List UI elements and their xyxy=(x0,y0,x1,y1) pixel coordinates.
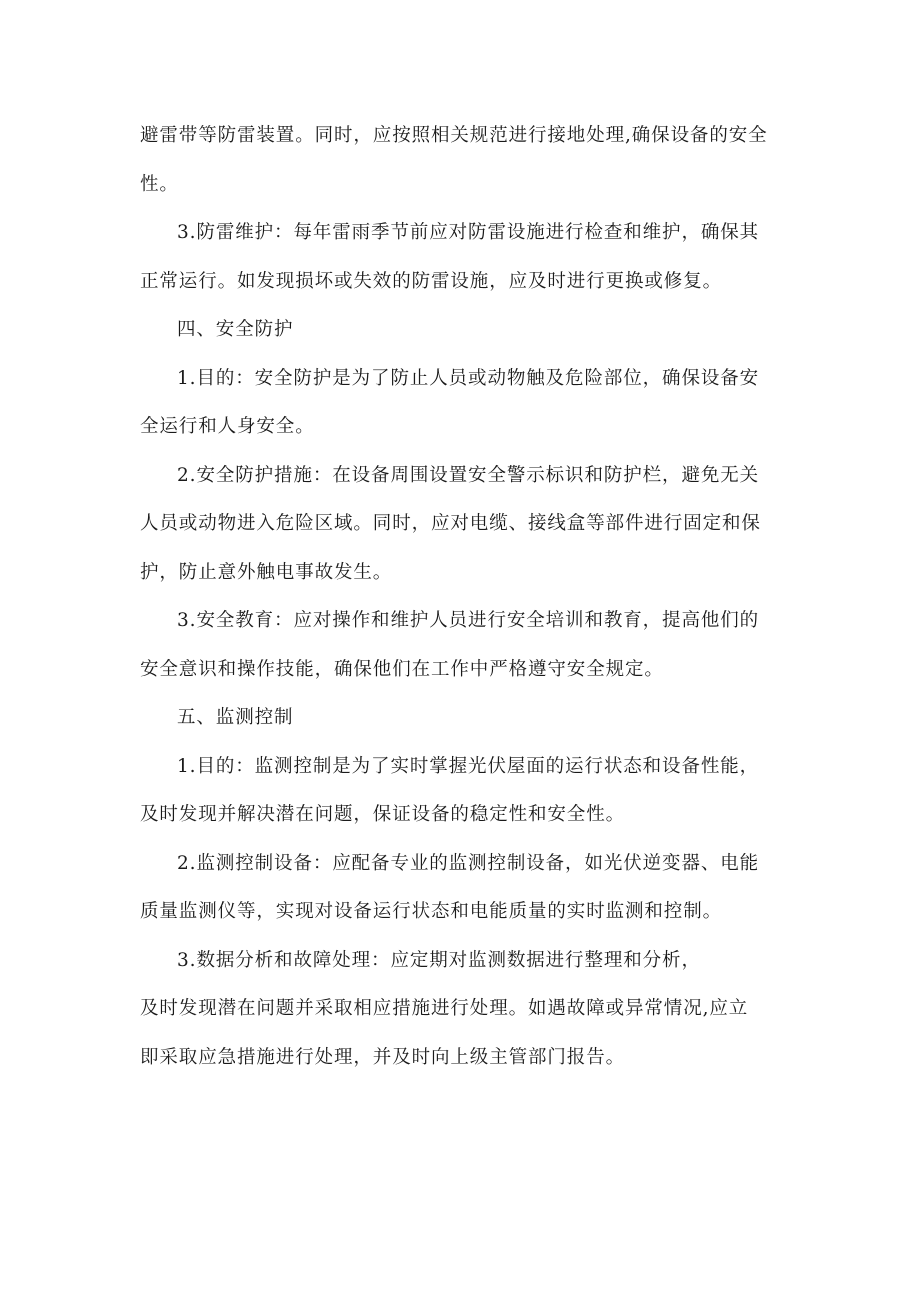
text-line: 护，防止意外触电事故发生。 xyxy=(140,561,393,583)
text-line: 人员或动物进入危险区域。同时，应对电缆、接线盒等部件进行固定和保 xyxy=(140,513,761,534)
paragraph-start-line: 2.监测控制设备：应配备专业的监测控制设备，如光伏逆变器、电能 xyxy=(177,852,760,874)
text-line: 避雷带等防雷装置。同时，应按照相关规范进行接地处理,确保设备的安全 xyxy=(140,125,768,146)
text-line: 性。 xyxy=(140,173,179,195)
text-line: 及时发现潜在问题并采取相应措施进行处理。如遇故障或异常情况,应立 xyxy=(140,998,749,1019)
paragraph-start-line: 3.防雷维护：每年雷雨季节前应对防雷设施进行检查和维护，确保其 xyxy=(177,222,760,243)
text-line: 及时发现并解决潜在问题，保证设备的稳定性和安全性。 xyxy=(140,804,626,825)
paragraph-start-line: 1.目的：监测控制是为了实时掌握光伏屋面的运行状态和设备性能， xyxy=(177,755,760,777)
paragraph-start-line: 2.安全防护措施：在设备周围设置安全警示标识和防护栏，避免无关 xyxy=(177,464,760,486)
text-line: 正常运行。如发现损坏或失效的防雷设施，应及时进行更换或修复。 xyxy=(140,270,723,292)
text-line: 全运行和人身安全。 xyxy=(140,416,315,437)
paragraph-start-line: 3.数据分析和故障处理：应定期对监测数据进行整理和分析， xyxy=(177,949,701,971)
section-heading: 四、安全防护 xyxy=(177,319,294,340)
paragraph-start-line: 3.安全教育：应对操作和维护人员进行安全培训和教育，提高他们的 xyxy=(177,610,760,631)
text-line: 质量监测仪等，实现对设备运行状态和电能质量的实时监测和控制。 xyxy=(140,901,723,922)
paragraph-start-line: 1.目的：安全防护是为了防止人员或动物触及危险部位，确保设备安 xyxy=(177,367,760,389)
text-line: 安全意识和操作技能，确保他们在工作中严格遵守安全规定。 xyxy=(140,658,664,680)
document-body xyxy=(140,112,782,1082)
section-heading: 五、监测控制 xyxy=(177,707,294,728)
text-line: 即采取应急措施进行处理，并及时向上级主管部门报告。 xyxy=(140,1046,626,1068)
